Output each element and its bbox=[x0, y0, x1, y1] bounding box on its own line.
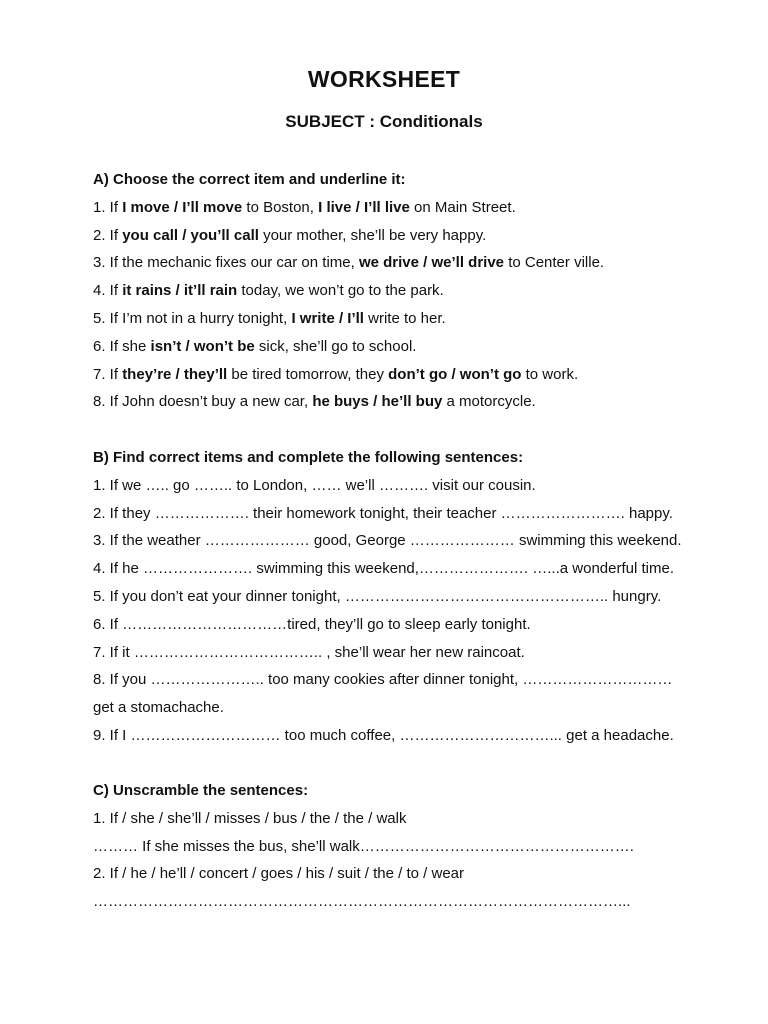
section-b-item: 4. If he …………………. swimming this weekend,…………………. …...a wonderful time. bbox=[93, 560, 674, 578]
sentence-text: 8. If John doesn’t buy a new car, bbox=[93, 393, 313, 411]
choice-options: they’re / they’ll bbox=[122, 365, 228, 383]
worksheet-title: WORKSHEET bbox=[307, 66, 461, 92]
worksheet-subject: SUBJECT : Conditionals bbox=[285, 112, 483, 131]
section-a-items bbox=[93, 194, 733, 416]
sentence-text: 7. If bbox=[93, 365, 123, 383]
section-b-item: 7. If it ……………………………….. , she’ll wear her new raincoat. bbox=[93, 643, 525, 661]
section-c bbox=[93, 777, 733, 916]
section-c-heading: C) Unscramble the sentences: bbox=[93, 782, 309, 799]
section-c-item: ……… If she misses the bus, she’ll walk………………………………………………. bbox=[93, 837, 634, 855]
section-c-items bbox=[93, 805, 733, 916]
section-c-item: 2. If / he / he’ll / concert / goes / his / suit / the / to / wear bbox=[93, 865, 465, 883]
section-b-heading: B) Find correct items and complete the following sentences: bbox=[93, 449, 524, 466]
choice-options: it rains / it’ll rain bbox=[122, 282, 238, 300]
sentence-text: 2. If bbox=[93, 226, 123, 244]
sentence-text: write to her. bbox=[363, 309, 446, 327]
section-b-items bbox=[93, 472, 733, 750]
section-b-item: 3. If the weather ………………… good, George ………………… swimming this weekend. bbox=[93, 532, 682, 550]
sentence-text: 3. If the mechanic fixes our car on time, bbox=[93, 254, 359, 272]
sentence-text: be tired tomorrow, they bbox=[227, 365, 389, 383]
section-b-item: 2. If they ………………. their homework tonight, their teacher ……………………. happy. bbox=[93, 504, 673, 522]
choice-options: don’t go / won’t go bbox=[388, 365, 522, 383]
choice-options: we drive / we’ll drive bbox=[358, 254, 505, 272]
section-a bbox=[93, 166, 733, 416]
section-b bbox=[93, 444, 733, 750]
choice-options: you call / you’ll call bbox=[122, 226, 259, 244]
section-a-item bbox=[93, 305, 733, 333]
sentence-text: on Main Street. bbox=[409, 198, 516, 216]
section-a-item bbox=[93, 388, 733, 416]
section-b-item: 9. If I ………………………… too much coffee, …………………………... get a headache. bbox=[93, 726, 674, 744]
section-b-item: 8. If you ………………….. too many cookies after dinner tonight, ………………………… bbox=[93, 671, 673, 689]
section-c-item: 1. If / she / she’ll / misses / bus / the / the / walk bbox=[93, 809, 407, 827]
sentence-text: today, we won’t go to the park. bbox=[237, 282, 444, 300]
choice-options: I move / I’ll move bbox=[122, 198, 243, 216]
choice-options: I live / I’ll live bbox=[318, 198, 410, 216]
section-a-item bbox=[93, 194, 733, 222]
section-a-item bbox=[93, 249, 733, 277]
section-a-item bbox=[93, 361, 733, 389]
sentence-text: a motorcycle. bbox=[442, 393, 536, 411]
section-b-item: 6. If ……………………………tired, they’ll go to sleep early tonight. bbox=[93, 615, 531, 633]
section-c-item: ……………………………………………………………………………………………... bbox=[93, 893, 631, 911]
section-b-item: get a stomachache. bbox=[93, 699, 224, 717]
section-a-item bbox=[93, 333, 733, 361]
sentence-text: to Boston, bbox=[242, 198, 319, 216]
choice-options: I write / I’ll bbox=[291, 309, 364, 327]
choice-options: he buys / he’ll buy bbox=[312, 393, 443, 411]
section-a-item bbox=[93, 277, 733, 305]
sentence-text: your mother, she’ll be very happy. bbox=[258, 226, 487, 244]
sentence-text: sick, she’ll go to school. bbox=[254, 337, 417, 355]
sentence-text: 4. If bbox=[93, 282, 123, 300]
section-b-item: 1. If we ….. go …….. to London, …… we’ll ………. visit our cousin. bbox=[93, 476, 536, 494]
sentence-text: to Center ville. bbox=[504, 254, 605, 272]
section-b-item: 5. If you don’t eat your dinner tonight, …………………………………………….. hungry. bbox=[93, 587, 662, 605]
section-a-heading: A) Choose the correct item and underline it: bbox=[93, 171, 406, 188]
section-a-item bbox=[93, 222, 733, 250]
sentence-text: to work. bbox=[521, 365, 579, 383]
choice-options: isn’t / won’t be bbox=[150, 337, 255, 355]
sentence-text: 6. If she bbox=[93, 337, 151, 355]
sentence-text: 5. If I’m not in a hurry tonight, bbox=[93, 309, 292, 327]
sentence-text: 1. If bbox=[93, 198, 123, 216]
